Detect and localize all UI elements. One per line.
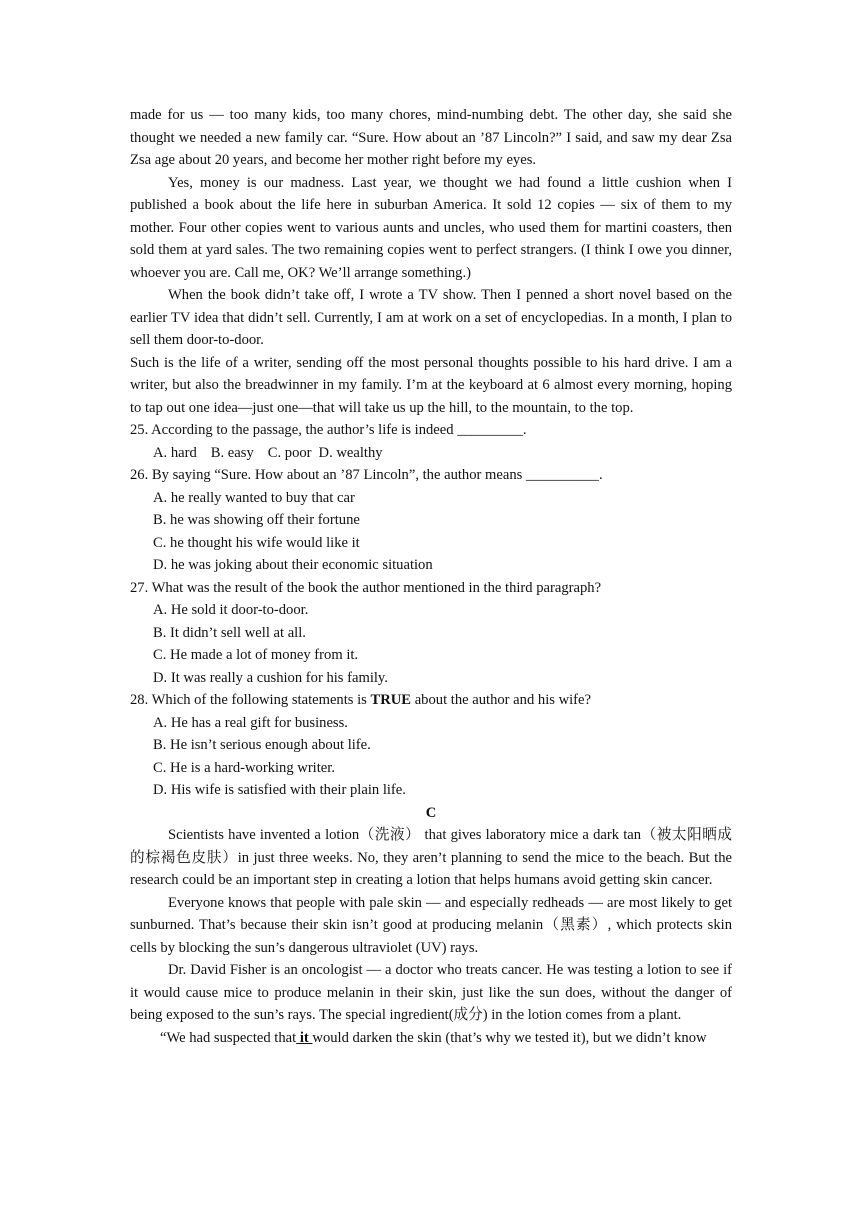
passage-c-paragraph-1: Scientists have invented a lotion（洗液） that gives laboratory mice a dark tan（被太阳晒成的棕褐色皮肤）in just three weeks. No, they aren’t planning to send the mice to the beach. But the research could be an important step in creating a lotion that helps humans avoid getting skin cancer. (130, 827, 732, 888)
passage-c-paragraph-3: Dr. David Fisher is an oncologist — a doctor who treats cancer. He was testing a lotion to see if it would cause mice to produce melanin in their skin, just like the sun does, without the danger of being exposed to the sun’s rays. The special ingredient(成分) in the lotion comes from a plant. (130, 962, 732, 1023)
question-28-option-a: A. He has a real gift for business. (153, 714, 348, 731)
passage-c-paragraph-4 (130, 1027, 732, 1050)
question-28-stem-start: 28. Which of the following statements is (130, 692, 371, 708)
passage-c-p4-start: “We had suspected that (160, 1029, 297, 1046)
passage-b-paragraph-4: Such is the life of a writer, sending off the most personal thoughts possible to his hard drive. I am a writer, but also the breadwinner in my family. I’m at the keyboard at 6 almost every morning, hoping to tap out one idea—just one—that will take us up the hill, to the mountain, to the top. (130, 354, 732, 416)
question-28-stem (130, 689, 732, 712)
question-28-stem-end: about the author and his wife? (411, 692, 591, 708)
passage-b-paragraph-3: When the book didn’t take off, I wrote a TV show. Then I penned a short novel based on the earlier TV idea that didn’t sell. Currently, I am at work on a set of encyclopedias. In a month, I plan to sell them door-to-door. (130, 287, 732, 348)
question-25-option-c: C. poor (267, 444, 312, 461)
question-26-option-b: B. he was showing off their fortune (153, 512, 360, 528)
section-letter: C (425, 804, 437, 821)
question-26-stem: 26. By saying “Sure. How about an ’87 Lincoln”, the author means __________. (130, 467, 603, 483)
underlined-word-it: it (296, 1029, 313, 1046)
question-26-option-a: A. he really wanted to buy that car (153, 489, 355, 506)
passage-c-paragraph-2: Everyone knows that people with pale skin — and especially redheads — are most likely to get sunburned. That’s because their skin isn’t good at producing melanin（黑素）, which protects skin cells by blocking the sun’s dangerous ultraviolet (UV) rays. (130, 894, 732, 956)
question-25-option-a: A. hard (153, 444, 197, 461)
question-25-options (130, 442, 732, 465)
document-body (130, 104, 732, 1049)
question-27-option-a: A. He sold it door-to-door. (153, 602, 309, 618)
question-28-option-b: B. He isn’t serious enough about life. (153, 737, 371, 753)
question-26-option-d: D. he was joking about their economic situation (153, 557, 433, 573)
passage-c-p4-end: would darken the skin (that’s why we tested it), but we didn’t know (312, 1029, 707, 1046)
question-26-option-c: C. he thought his wife would like it (153, 534, 360, 551)
question-27-option-d: D. It was really a cushion for his family. (153, 669, 388, 686)
question-25-stem: 25. According to the passage, the author’s life is indeed _________. (130, 422, 527, 438)
question-27-option-c: C. He made a lot of money from it. (153, 647, 359, 663)
question-28-stem-emphasis: TRUE (370, 692, 412, 708)
question-28-option-d: D. His wife is satisfied with their plain life. (153, 782, 406, 798)
question-27-stem: 27. What was the result of the book the author mentioned in the third paragraph? (130, 579, 602, 596)
question-25-option-b: B. easy (210, 444, 254, 461)
passage-b-paragraph-1: made for us — too many kids, too many chores, mind-numbing debt. The other day, she said she thought we needed a new family car. “Sure. How about an ’87 Lincoln?” I said, and saw my dear Zsa Zsa age about 20 years, and become her mother right before my eyes. (130, 107, 732, 168)
question-28-option-c: C. He is a hard-working writer. (153, 759, 335, 776)
passage-b-paragraph-2: Yes, money is our madness. Last year, we thought we had found a little cushion when I published a book about the life here in suburban America. It sold 12 copies — six of them to my mother. Four other copies went to various aunts and uncles, who used them for martini coasters, then sold them at yard sales. The two remaining copies went to perfect strangers. (I think I owe you dinner, whoever you are. Call me, OK? We’ll arrange something.) (130, 174, 732, 281)
question-27-option-b: B. It didn’t sell well at all. (153, 624, 306, 641)
question-25-option-d: D. wealthy (318, 444, 383, 461)
